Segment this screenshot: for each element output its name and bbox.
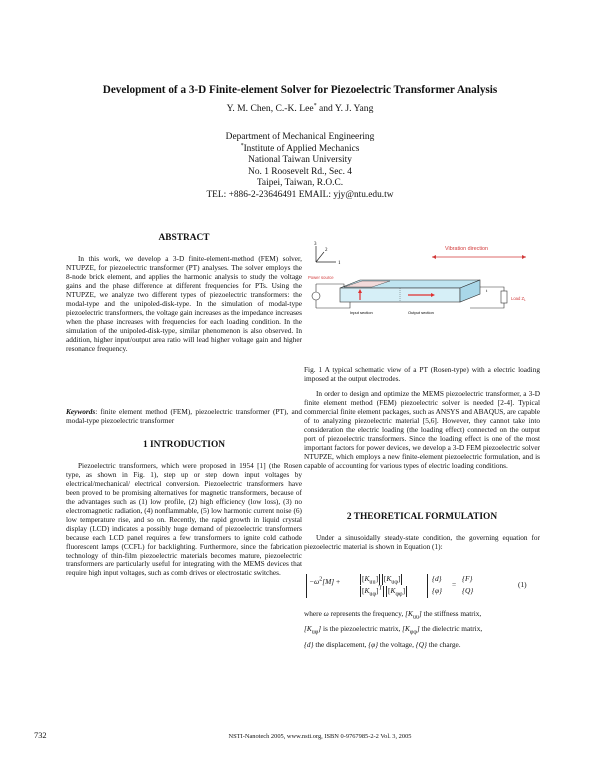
abstract-body xyxy=(66,255,302,353)
w3e: {Q} xyxy=(415,639,427,649)
authors-prefix: Y. M. Chen, C.-K. Lee xyxy=(226,103,314,114)
eq-vector-phi xyxy=(432,586,442,595)
affiliation-block xyxy=(0,132,600,202)
eq-Kuphi: K xyxy=(386,574,392,583)
w2b: ] xyxy=(318,624,322,634)
affil-line-3: National Taiwan University xyxy=(248,155,352,166)
source-circle xyxy=(312,292,320,300)
vibration-arrow-right-head xyxy=(522,255,526,259)
w1b: ω xyxy=(323,609,329,618)
eq-Kuu-sub: uu xyxy=(369,579,376,586)
w2d-sub: φφ xyxy=(409,629,417,636)
abstract-text: In this work, we develop a 3-D finite-element-method (FEM) solver, NTUPZE, for piezoelectric transformer (PT) analyses. The solver employs the 8-node brick element, and applies the harmonic analysis to study the voltage gains and the phase difference at different frequencies for PTs. Using the NTUPZE, we analyze two different types of piezoelectric transformers: the modal-type and the unipoled-disk-type. In the simulation of modal-type piezoelectric transformers, the voltage gain increases as the impedance increases when the phase increases with frequencies for each loading condition. In the simulation of the unipoled-disk-type, similar phenomenon is also observed. In addition, higher input/output area ratio will lead higher voltage gain and higher resonance frequency. xyxy=(66,254,302,353)
eq-number: (1) xyxy=(518,580,527,589)
eq-vector-F xyxy=(462,574,472,583)
w2a-sub: uφ xyxy=(311,629,319,636)
eq-M: [M] xyxy=(322,577,335,586)
eq-Kphiu-sub: uφ xyxy=(369,591,377,598)
eq-F: {F} xyxy=(462,574,473,583)
vibration-label: Vibration direction xyxy=(445,246,489,252)
eq-matrix-row-2: $[K_{u\varphi}]^T$ $[K_{\varphi\varphi}]$ xyxy=(362,585,406,598)
keywords-label: Keywords xyxy=(66,407,96,416)
thickness-label: t xyxy=(486,288,488,293)
eq-T: T xyxy=(378,585,383,592)
eq-sq: 2 xyxy=(319,576,323,583)
load-wire-top xyxy=(480,287,504,291)
source-wire-to-bottom xyxy=(316,302,350,308)
theory-heading: 2 THEORETICAL FORMULATION xyxy=(346,512,498,522)
introduction-text: Piezoelectric transformers, which were proposed in 1954 [1] (the Rosen type, as shown in Fig. 1), step up or step down input voltages by electrical/mechanical/ electrical conversion. Piezoelectric transformers have been proved to be promising alternatives for magnetic transformers, because of the advantages such as (1) low profile, (2) high efficiency (low loss), (3) no electromagnetic radiation, (4) nonflammable, (5) low harmonic current noise (6) low temperature rise, and so on. Recently, the rapid growth in liquid crystal display (LCD) indicates a possibly huge demand of piezoelectric transformers because each LCD panel requires a few transformers to ignite cold cathode fluorescent lamps (CCFL) for backlighting. Furthermore, since the fabrication technology of thin-film piezoelectric materials becomes mature, piezoelectric transformers are particularly useful for integrating with the MEMS devices that require high input voltages, such as comb drives or electrostatic switches. xyxy=(66,461,302,578)
eq-Kuu: K xyxy=(364,574,370,583)
power-source-label: Power source xyxy=(308,275,334,280)
authors-suffix: and Y. J. Yang xyxy=(316,103,374,114)
affil-line-2 xyxy=(0,144,600,156)
page-number: 732 xyxy=(34,731,47,740)
where-block xyxy=(304,608,540,651)
w3d: the voltage, xyxy=(378,639,416,649)
affil-line-6: TEL: +886-2-23646491 EMAIL: yjy@ntu.edu.tw xyxy=(206,189,394,200)
axis-3-label: 3 xyxy=(314,242,317,247)
w3c: {φ} xyxy=(368,639,379,649)
figure-1-diagram xyxy=(304,238,540,358)
axis-2-line xyxy=(316,252,324,262)
eq-d: {d} xyxy=(432,574,442,583)
where-line-3 xyxy=(304,639,540,651)
axis-2-label: 2 xyxy=(325,248,328,253)
w3a: {d} xyxy=(304,639,314,649)
eq-Kuphi-sub: uφ xyxy=(391,579,398,586)
axis-1-label: 1 xyxy=(338,261,341,266)
affil-line-1: Department of Mechanical Engineering xyxy=(225,132,375,142)
w2a: [K xyxy=(304,624,312,634)
paper-title: Development of a 3-D Finite-element Solver for Piezoelectric Transformer Analysis xyxy=(102,84,498,96)
introduction-heading: 1 INTRODUCTION xyxy=(142,440,226,450)
load-label xyxy=(511,296,526,302)
eq-vector-Q xyxy=(462,586,473,595)
load-resistor xyxy=(501,291,507,303)
right-column-text: In order to design and optimize the MEMS piezoelectric transformer, a 3-D finite element method (FEM) piezoelectric solver is needed [2-4]. Typical commercial finite element packages, such as ANSYS and ABAQUS, are capable of to analyzing piezoelectric material [5,6]. However, they cannot take into consideration the electric loading (the loading effect) connected on the output port of piezoelectric transformers. Since the loading effect is one of the most important factors for power devices, we develop a 3-D FEM piezoelectric solver NTUPZE, which employs a new finite-element piezoelectric formulation, and is capable of accounting for various types of electric loading conditions. xyxy=(304,389,540,470)
keywords-text: : finite element method (FEM), piezoelectric transformer (PT), and modal-type piezoelectric transformer xyxy=(66,407,302,425)
affil-line-5: Taipei, Taiwan, R.O.C. xyxy=(256,178,344,189)
right-column-body xyxy=(304,390,540,471)
w2e: ] xyxy=(416,624,420,634)
eq-phi: {φ} xyxy=(432,586,442,595)
eq-omega-term: $-\omega^2[M]$ + xyxy=(309,576,341,586)
load-label-text: Load Z xyxy=(511,296,525,301)
w1d: [K xyxy=(405,609,413,618)
w1a: where xyxy=(304,609,324,618)
input-section-label: Input section xyxy=(350,310,373,315)
source-wire-to-top xyxy=(316,284,344,287)
theory-body xyxy=(304,534,540,552)
eq-Kphiphi: K xyxy=(390,586,396,595)
w1e: ] xyxy=(418,609,422,618)
w3b: the displacement, xyxy=(313,639,369,649)
w2f: the dielectric matrix, xyxy=(419,624,483,634)
eq-equals: = xyxy=(452,580,457,589)
w3f: the charge. xyxy=(426,639,461,649)
figure-1 xyxy=(304,238,540,358)
eq-Kphiphi-sub: φφ xyxy=(395,591,403,598)
where-line-1 xyxy=(304,608,540,623)
keywords xyxy=(66,408,302,426)
vibration-arrow-left-head xyxy=(432,255,436,259)
affil-line-2-text: Institute of Applied Mechanics xyxy=(243,143,360,154)
authors-star: * xyxy=(313,102,317,109)
abstract-heading: ABSTRACT xyxy=(158,233,210,243)
w1f: the stiffness matrix, xyxy=(421,609,482,618)
w1c: represents the frequency, xyxy=(328,609,406,618)
equation-1 xyxy=(306,574,542,598)
load-wire-bottom xyxy=(470,303,504,308)
eq-Kphiu: K xyxy=(364,586,370,595)
w1d-sub: uu xyxy=(412,614,419,621)
eq-omega: −ω xyxy=(309,577,320,586)
w2c: is the piezoelectric matrix, xyxy=(321,624,403,634)
introduction-body xyxy=(66,462,302,578)
figure-1-caption: Fig. 1 A typical schematic view of a PT (Rosen-type) with a electric loading imposed at the output electrodes. xyxy=(304,365,540,383)
eq-Q: {Q} xyxy=(462,586,474,595)
where-line-2 xyxy=(304,623,540,638)
footer-citation: NSTI-Nanotech 2005, www.nsti.org, ISBN 0-9767985-2-2 Vol. 3, 2005 xyxy=(228,733,412,740)
output-section-label: Output section xyxy=(408,310,434,315)
eq-matrix-row-1: $[K_{uu}]$ $[K_{u\varphi}]$ xyxy=(362,574,401,586)
paper-authors xyxy=(0,103,600,114)
affil-star: * xyxy=(240,142,244,149)
w2d: [K xyxy=(402,624,410,634)
theory-text: Under a sinusoidally steady-state condition, the governing equation for piezoelectric material is shown in Equation (1): xyxy=(304,533,540,551)
affil-line-4: No. 1 Roosevelt Rd., Sec. 4 xyxy=(248,166,352,177)
load-label-sub: L xyxy=(524,298,526,302)
eq-vector-d xyxy=(432,574,442,583)
